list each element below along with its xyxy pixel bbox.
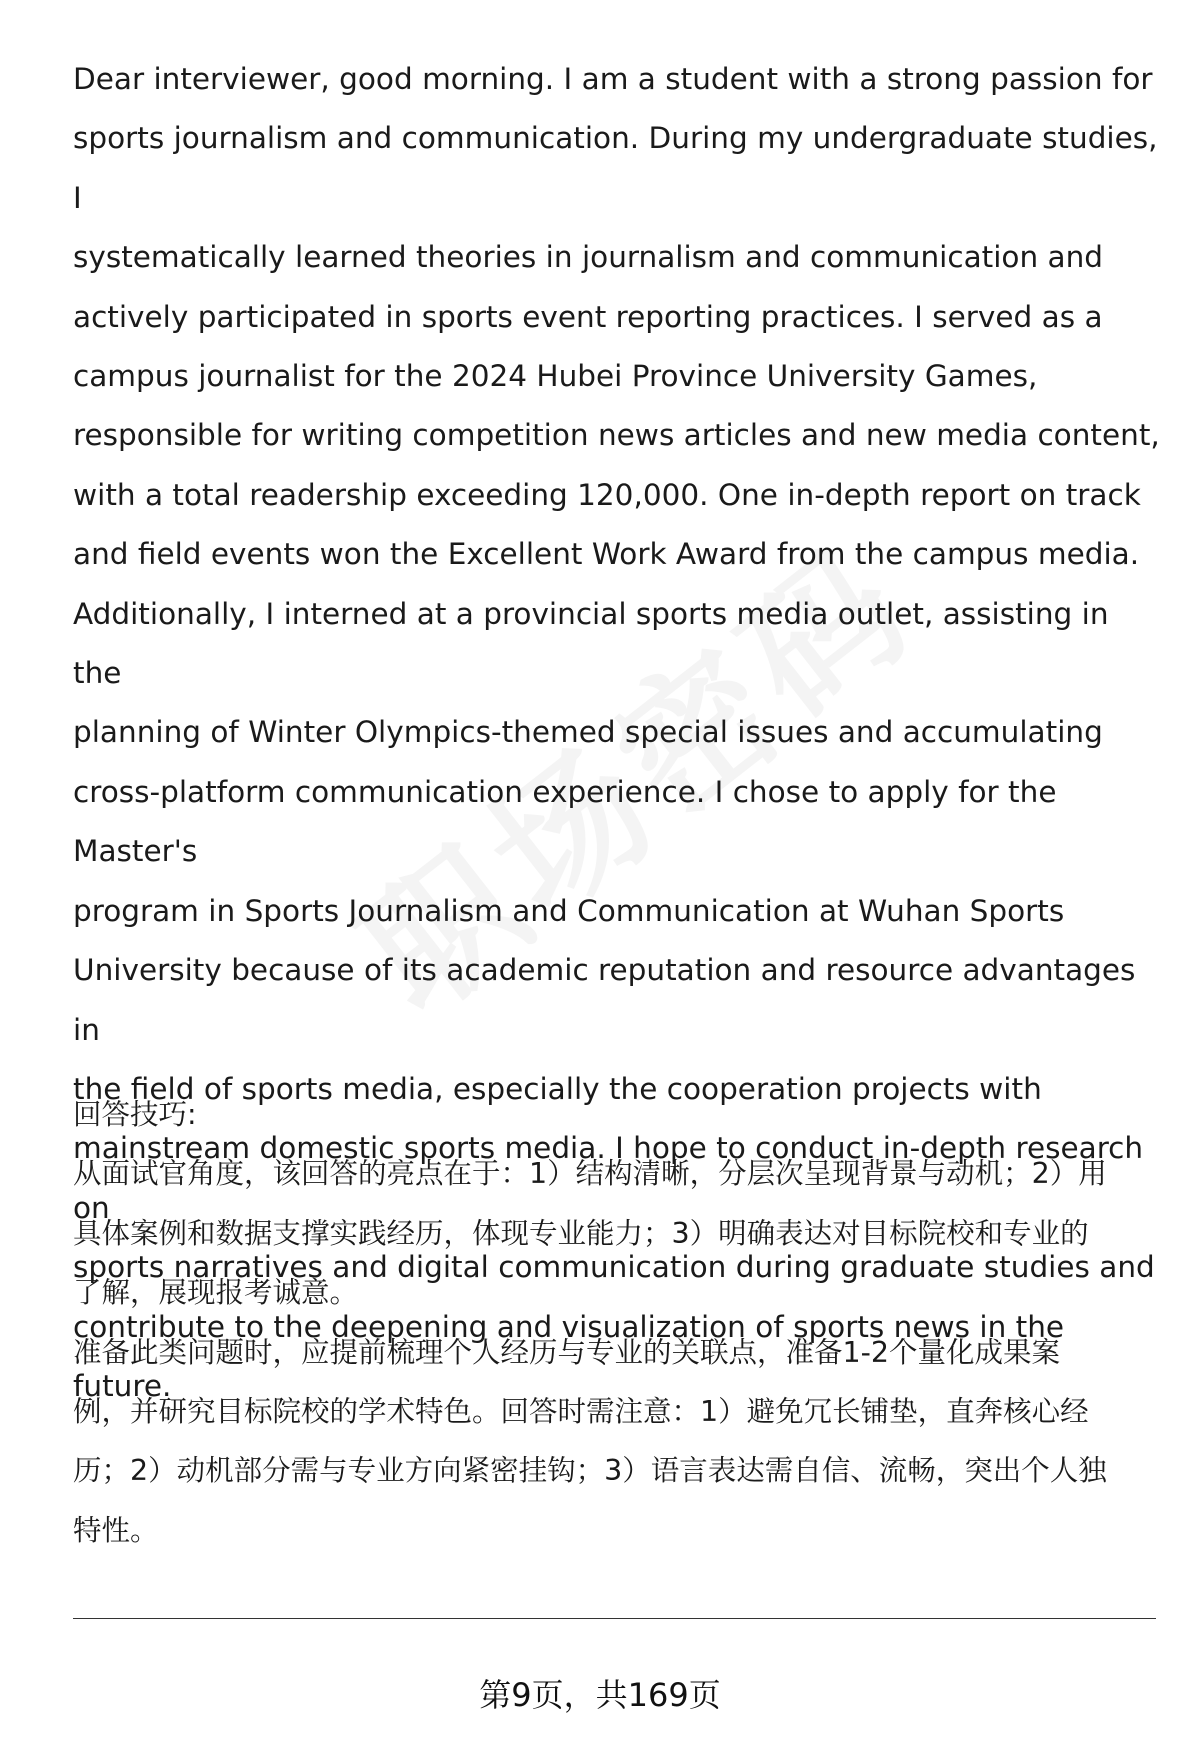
footer-divider bbox=[73, 1618, 1156, 1619]
page-number: 第9页，共169页 bbox=[479, 1676, 721, 1714]
tips-heading: 回答技巧: bbox=[73, 1098, 197, 1131]
tips-paragraph-1: 从面试官角度，该回答的亮点在于：1）结构清晰，分层次呈现背景与动机；2）用 具体案例和数据支撑实践经历，体现专业能力；3）明确表达对目标院校和专业的 了解，展现报考诚意。 bbox=[73, 1157, 1107, 1310]
tips-paragraph-2: 准备此类问题时，应提前梳理个人经历与专业的关联点，准备1-2个量化成果案 例，并研究目标院校的学术特色。回答时需注意：1）避免冗长铺垫，直奔核心经 历；2）动机部分需与专业方向紧密挂钩；3）语言表达需自信、流畅，突出个人独 特性。 bbox=[73, 1335, 1107, 1547]
answer-paragraph: Dear interviewer, good morning. I am a student with a strong passion for sports journalism and communication. During my undergraduate studies, I systematically learned theories in journalism and communication and actively participated in sports event reporting practices. I served as a campus journalist for the 2024 Hubei Province University Games, responsible for writing competition news articles and new media content, with a total readership exceeding 120,000. One in-depth report on track and field events won the Excellent Work Award from the campus media. Additionally, I interned at a provincial sports media outlet, assisting in the planning of Winter Olympics-themed special issues and accumulating cross-platform communication experience. I chose to apply for the Master's program in Sports Journalism and Communication at Wuhan Sports University because of its academic reputation and resource advantages in the field of sports media, especially the cooperation projects with mainstream domestic sports media. I hope to conduct in-depth research on sports narratives and digital communication during graduate studies and contribute to the deepening and visualization of sports news in the future. bbox=[73, 62, 1160, 1403]
answer-tips-section bbox=[73, 1085, 1163, 1560]
